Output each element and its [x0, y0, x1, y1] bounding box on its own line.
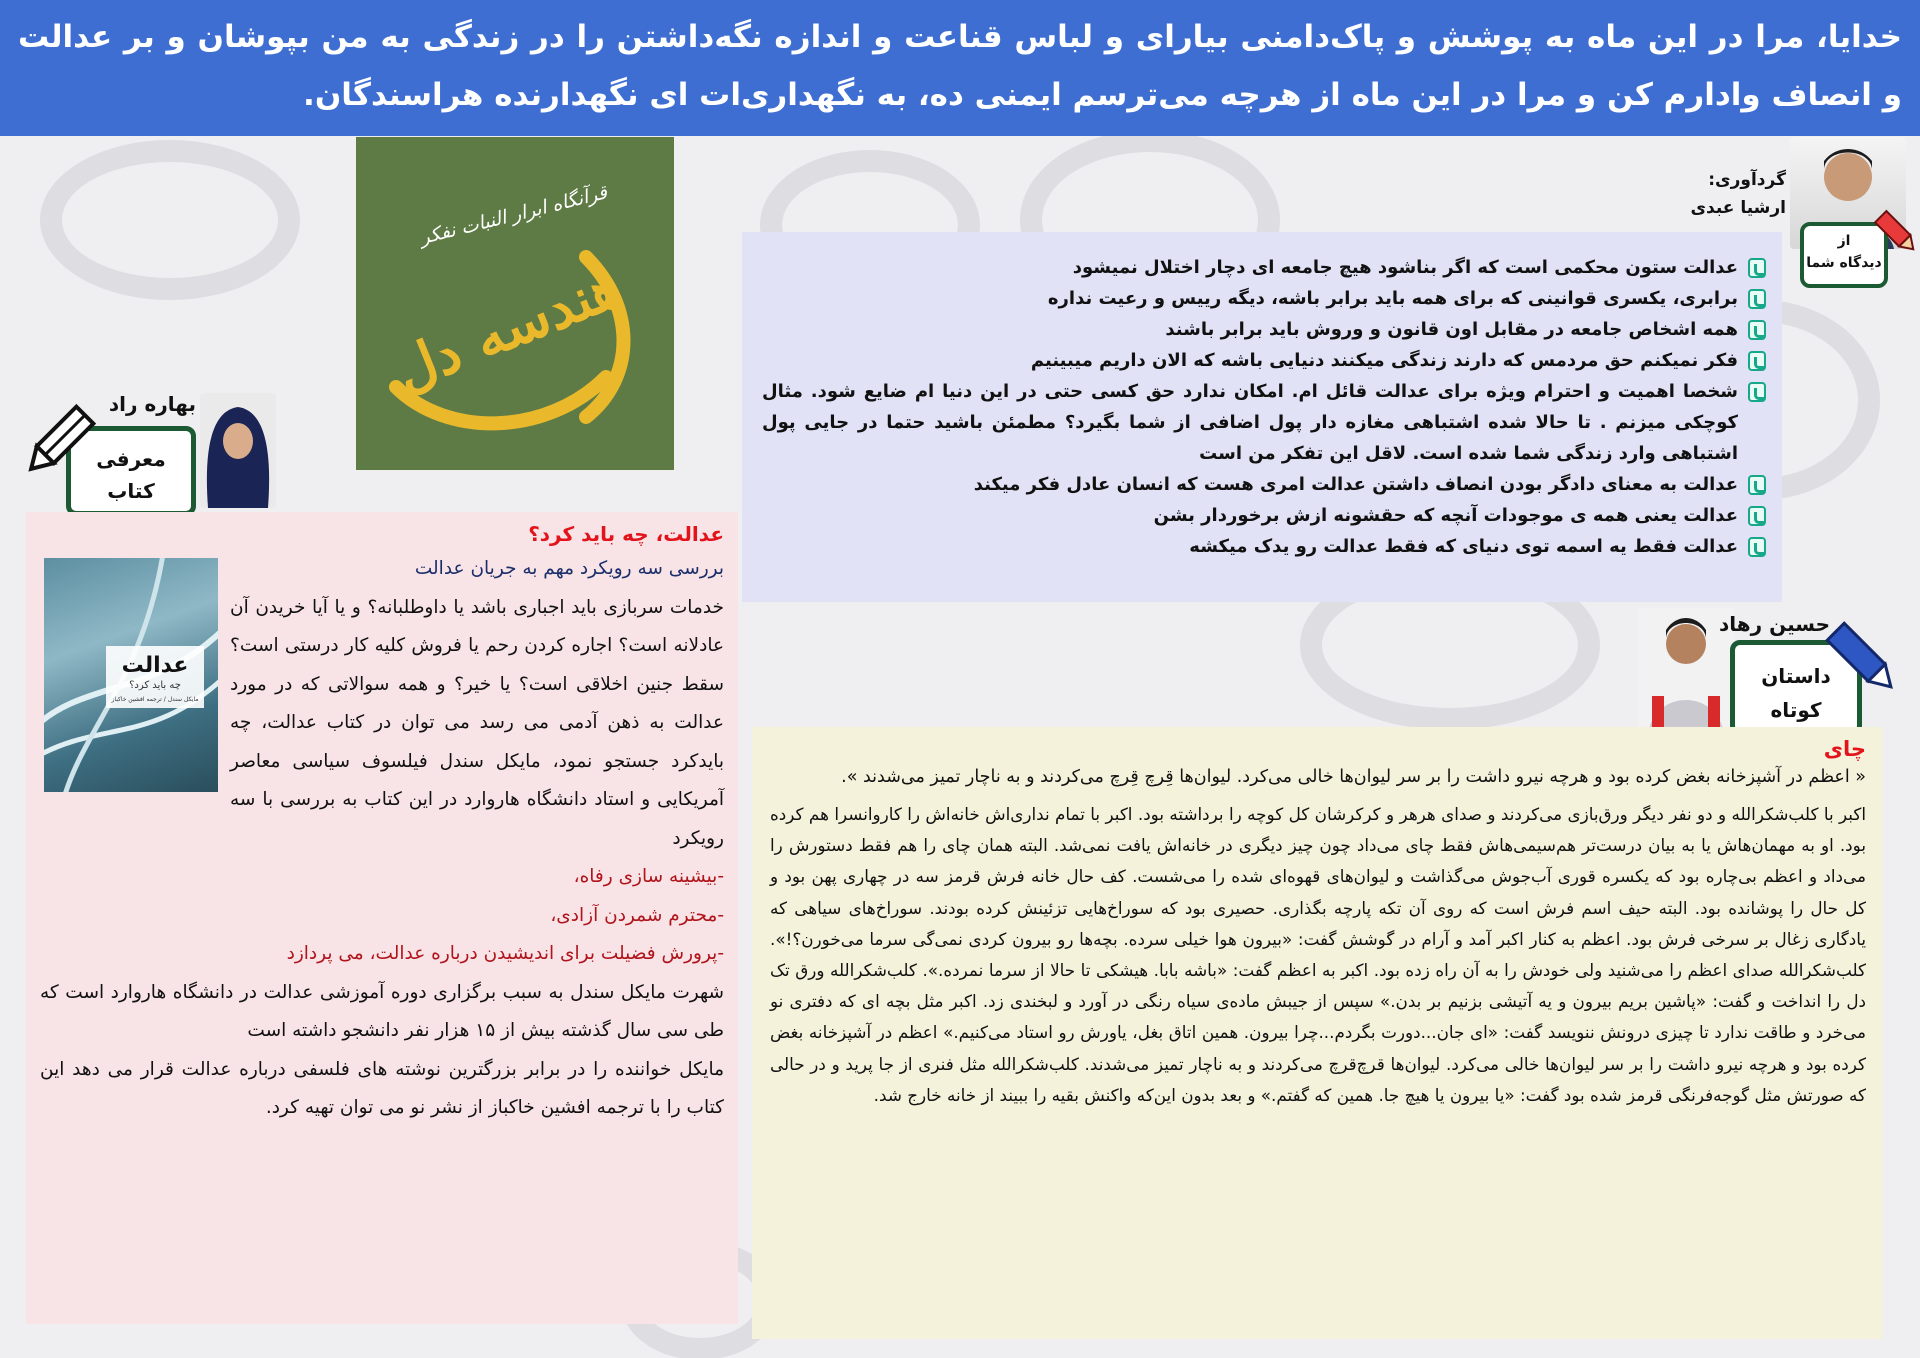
book-panel	[26, 512, 738, 1324]
quote-item: عدالت به معنای دادگر بودن انصاف داشتن عدالت امری هست که انسان عادل فکر میکند	[762, 469, 1766, 500]
view-badge-line1: از	[1837, 233, 1851, 249]
whatsapp-phone-icon	[1748, 289, 1766, 309]
bg-swirl	[40, 140, 300, 300]
pencil-icon	[1872, 208, 1920, 258]
whatsapp-phone-icon	[1748, 351, 1766, 371]
quote-item: عدالت ستون محکمی است که اگر بناشود هیچ جامعه ای دچار اختلال نمیشود	[762, 252, 1766, 283]
whatsapp-phone-icon	[1748, 506, 1766, 526]
pencil-icon	[16, 400, 100, 484]
cover-credit: مایکل سندل / ترجمه افشین خاکباز	[111, 696, 199, 703]
cover-title: عدالت	[121, 653, 189, 678]
book-paragraph: شهرت مایکل سندل به سبب برگزاری دوره آموزشی عدالت در دانشگاه هاروارد است که طی سی سال گذشته بیش از ۱۵ هزار نفر دانشجو داشته است	[40, 981, 724, 1041]
book-cover	[44, 558, 218, 792]
logo-big-word: هندسه دل	[385, 254, 631, 405]
logo-calligraphy	[356, 137, 674, 470]
whatsapp-phone-icon	[1748, 258, 1766, 278]
quote-item: شخصا اهمیت و احترام ویژه برای عدالت قائل ام. امکان ندارد حق کسی حتی در این دنیا ام ضایع شود. مثال کوچکی میزنم . تا حالا شده اشتباهی مغازه دار پول اضافی از شما بگیرد؟ مطمئن باشید حتما در جایی پول اشتباهی وارد زندگی شما شده است. لاقل این تفکر من است	[762, 376, 1766, 469]
book-author-name: بهاره راد	[108, 392, 196, 416]
compiler-label: گردآوری:	[1708, 170, 1786, 190]
logo-box	[356, 137, 674, 470]
whatsapp-phone-icon	[1748, 475, 1766, 495]
story-title: چای	[1823, 737, 1866, 761]
story-author-name: حسین رهاد	[1718, 612, 1830, 636]
whatsapp-phone-icon	[1748, 382, 1766, 402]
book-approach-item: -پرورش فضیلت برای اندیشیدن درباره عدالت، می پردازد	[286, 943, 724, 964]
story-intro: « اعظم در آشپزخانه بغض کرده بود و هرچه نیرو داشت را بر سر لیوان‌ها خالی می‌کرد. لیوان‌ها قِرچ قِرچ می‌کردند و به ناچار تمیز می‌شدند ».	[841, 767, 1866, 787]
story-body: اکبر با کلب‌شکرالله و دو نفر دیگر ورق‌بازی می‌کردند و صدای هرهر و کرکرشان کل کوچه را برداشته بود. اکبر با تمام نداری‌اش خانه‌اش را کاروانسرا هم کرده بود. او به مهمان‌هاش یا به بیان درست‌تر هم‌سیمی‌هاش فقط چای می‌داد چون چیز دیگری در خانه‌اش یافت نمی‌شد. البته همان چای را هم فقط دستورش را می‌داد و اعظم بی‌چاره بود که یکسره قوری آب‌جوش می‌گذاشت و لیوان‌های قهوه‌ای شده را می‌شست. کف حال خانه فرش قرمز سه در چهاری پهن بود و کل حال را پوشانده بود. البته حیف اسم فرش است که روی آن تکه پارچه بگذاری. حصیری بود که سوراخ‌هایی تزئینش کرده بودند. سوراخ‌های سیاهی که یادگاری زغال بر سرخی فرش بود. اعظم به کنار اکبر آمد و آرام در گوشش گفت: «بیرون هوا خیلی سرده. بچه‌ها رو بیرون کردی نمی‌گی سرما می‌خورن؟!». کلب‌شکرالله صدای اعظم را می‌شنید ولی خودش را به آن راه زده بود. اکبر به اعظم گفت: «باشه بابا. هیشکی تا حالا از سرما نمرده.». کلب‌شکرالله ورق تک دل را انداخت و گفت: «پاشین بریم بیرون و یه آتیشی بزنیم بر بدن.» سپس از جیبش ماده‌ی سیاه رنگی در آورد و لبخندی زد. اکبر مثل بچه ای که دفتری نو می‌خرد و طاقت ندارد تا چیزی درونش ننویسد گفت: «ای جان...دورت بگردم...چرا بیرون. همین اتاق بغل، یاورش رو استاد می‌کنیم.» اعظم در آشپزخانه بغض کرده بود و هرچه نیرو داشت را بر سر لیوان‌ها خالی می‌کرد. لیوان‌ها قرچ‌قرچ می‌کردند و به ناچار تمیز می‌شدند. کلب‌شکرالله مثل فنری از جا پرید و در حالی که صورتش مثل گوجه‌فرنگی قرمز شده بود گفت: «یا بیرون یا هیچ جا. همین که گفتم.» و بعد بدون این‌که واکنش بقیه را ببیند از خانه خارج شد.	[770, 804, 1866, 1105]
book-paragraph: مایکل خواننده را در برابر بزرگترین نوشته های فلسفی درباره عدالت قرار می دهد این کتاب را با ترجمه افشین خاکباز از نشر نو می توان تهیه کرد.	[40, 1058, 724, 1118]
book-lead: بررسی سه رویکرد مهم به جریان عدالت	[414, 558, 724, 579]
quote-item: عدالت یعنی همه ی موجودات آنچه که حقشونه ازش برخوردار بشن	[762, 500, 1766, 531]
prayer-banner	[0, 0, 1920, 136]
quote-item: همه اشخاص جامعه در مقابل اون قانون و وروش باید برابر باشند	[762, 314, 1766, 345]
compiler-name: ارشیا عبدی	[1690, 198, 1786, 218]
book-paragraph: خدمات سربازی باید اجباری باشد یا داوطلبانه؟ و یا آیا خریدن آن عادلانه است؟ اجاره کردن رحم یا فروش کلیه کار درستی است؟ سقط جنین اخلاقی است؟ یا خیر؟ و همه سوالاتی که در مورد عدالت به ذهن آدمی می رسد می توان در کتاب عدالت، چه بایدکرد جستجو نمود، مایکل سندل فیلسوف سیاسی معاصر آمریکایی و استاد دانشگاه هاروارد در این کتاب به بررسی با سه رویکرد	[230, 596, 724, 849]
prayer-text: خدایا، مرا در این ماه به پوشش و پاک‌دامنی بیارای و لباس قناعت و اندازه نگه‌داشتن را در زندگی به من بپوشان و بر عدالت و انصاف وادارم کن و مرا در این ماه از هرچه می‌ترسم ایمنی ده، به نگهداری‌ات ای نگهدارنده هراسندگان.	[18, 19, 1902, 113]
cover-subtitle: چه باید کرد؟	[129, 680, 181, 691]
book-title: عدالت، چه باید کرد؟	[528, 522, 724, 546]
pencil-icon	[1820, 616, 1908, 704]
book-badge-line1: معرفی	[96, 447, 166, 471]
story-badge-line2: کوتاه	[1770, 698, 1822, 722]
whatsapp-phone-icon	[1748, 537, 1766, 557]
book-approach-item: -محترم شمردن آزادی،	[550, 904, 724, 926]
book-badge-line2: کتاب	[107, 479, 155, 503]
logo-tagline: قرآنگاه ابرار النبات نفکر	[417, 181, 610, 250]
story-badge-line1: داستان	[1761, 664, 1831, 688]
book-author-avatar	[200, 393, 276, 508]
book-approach-item: -بیشینه سازی رفاه،	[573, 866, 724, 887]
story-panel	[752, 727, 1882, 1339]
quote-item: برابری، یکسری قوانینی که برای همه باید برابر باشه، دیگه رییس و رعیت نداره	[762, 283, 1766, 314]
quote-item: فکر نمیکنم حق مردمس که دارند زندگی میکنند دنیایی باشه که الان داریم میبینیم	[762, 345, 1766, 376]
quote-item: عدالت فقط یه اسمه توی دنیای که فقط عدالت رو یدک میکشه	[762, 531, 1766, 562]
whatsapp-phone-icon	[1748, 320, 1766, 340]
view-badge-line2: دیدگاه شما	[1806, 255, 1882, 271]
quotes-panel	[742, 232, 1782, 602]
